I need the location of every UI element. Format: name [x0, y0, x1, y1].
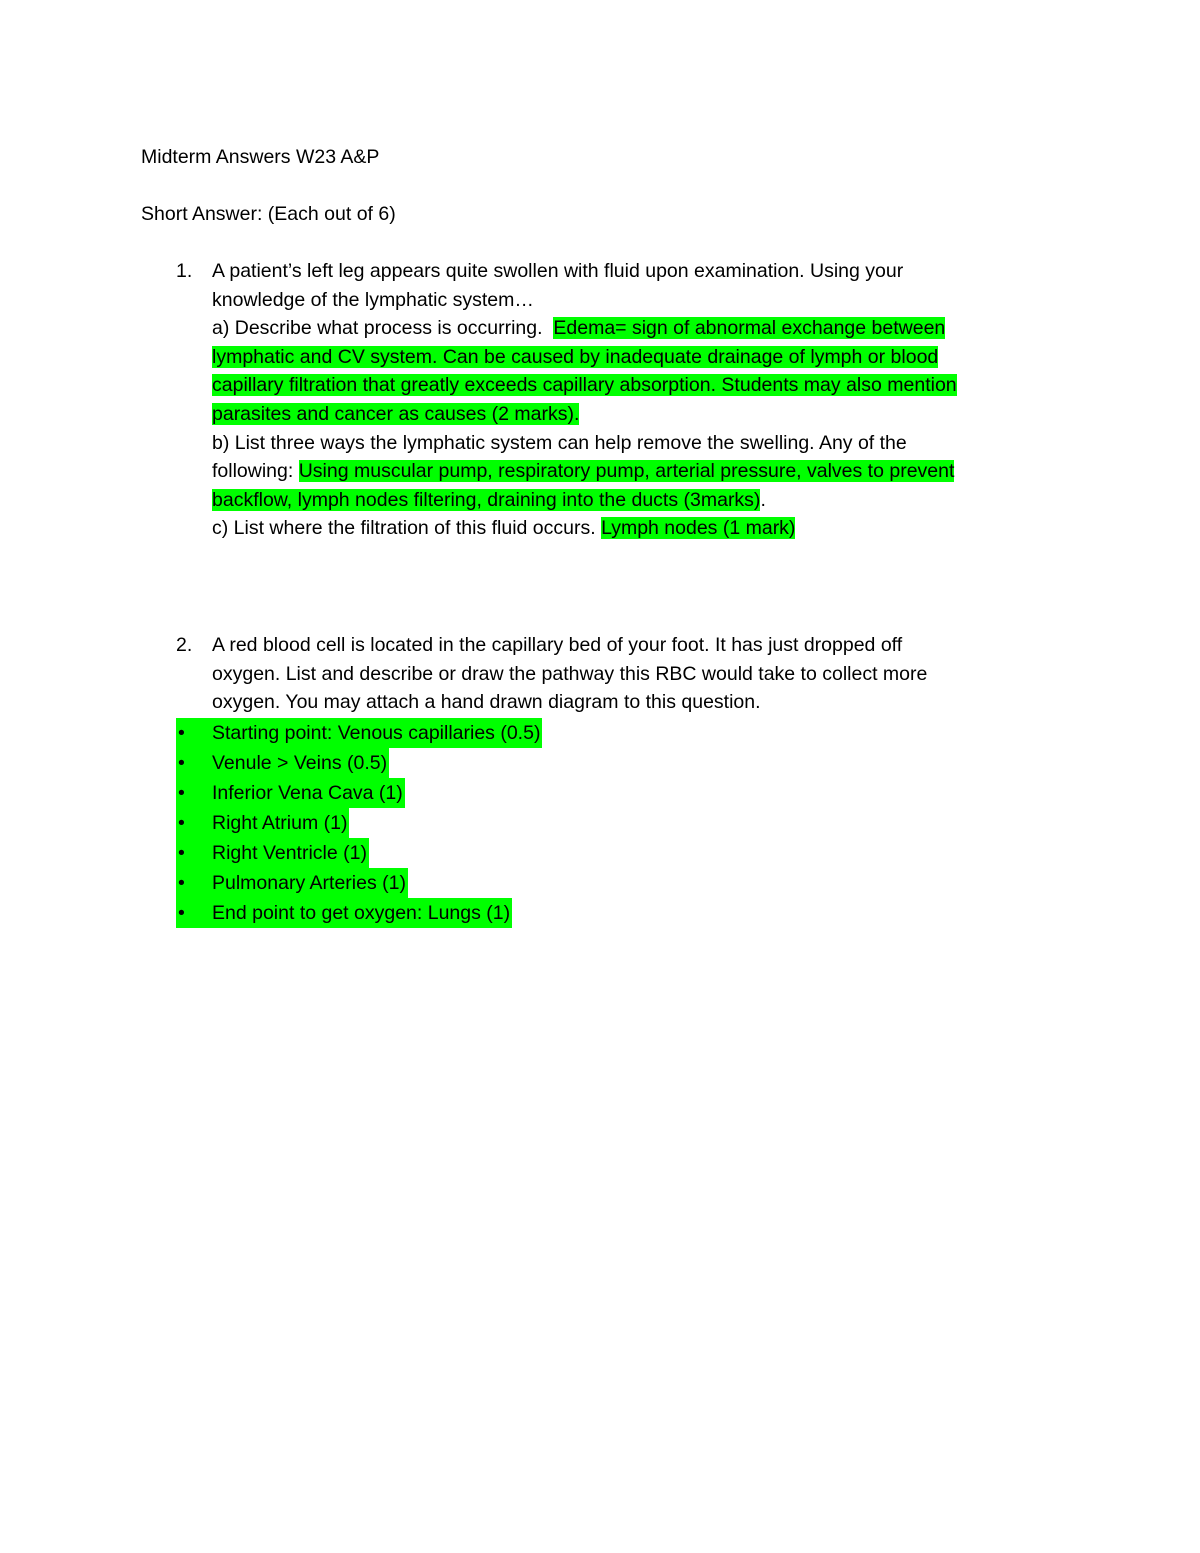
part-c-line — [212, 514, 1056, 543]
bullet-icon: • — [178, 812, 185, 834]
document-title: Midterm Answers W23 A&P — [141, 146, 380, 168]
question-2 — [176, 631, 1056, 717]
bullet-icon: • — [178, 842, 185, 864]
list-item — [176, 718, 542, 748]
part-b-prompt-cont: following: — [212, 460, 299, 483]
part-a-line — [212, 314, 1056, 343]
bullet-icon: • — [178, 872, 185, 894]
part-a-answer-line — [212, 343, 1056, 372]
part-b-answer: Using muscular pump, respiratory pump, arterial pressure, valves to prevent — [298, 460, 955, 483]
part-c-prompt: c) List where the filtration of this fluid occurs. — [212, 517, 602, 540]
part-a-answer-line — [212, 400, 1056, 429]
part-b-answer: backflow, lymph nodes filtering, draining into the ducts (3marks) — [212, 488, 761, 511]
bullet-icon: • — [178, 902, 185, 924]
bullet-icon: • — [178, 752, 185, 774]
answer-list — [176, 718, 542, 928]
question-1 — [176, 257, 1056, 543]
part-b-trailing: . — [760, 488, 766, 511]
part-b-answer-line — [212, 486, 1056, 515]
answer-text: Inferior Vena Cava (1) — [212, 782, 403, 804]
list-item — [176, 748, 542, 778]
question-body — [212, 257, 1056, 543]
part-a-prompt: a) Describe what process is occurring. — [212, 317, 554, 340]
bullet-icon: • — [178, 722, 185, 744]
answer-text: Right Atrium (1) — [212, 812, 348, 834]
part-a-answer: capillary filtration that greatly exceeds capillary absorption. Students may also mention — [212, 374, 957, 397]
question-text-line: A red blood cell is located in the capillary bed of your foot. It has just dropped off — [212, 634, 903, 656]
list-item — [176, 808, 542, 838]
list-item — [176, 838, 542, 868]
part-a-answer: Edema= sign of abnormal exchange between — [553, 317, 946, 340]
part-a-answer: parasites and cancer as causes (2 marks). — [212, 402, 580, 425]
question-text-line: oxygen. You may attach a hand drawn diagram to this question. — [212, 691, 761, 714]
list-item — [176, 868, 542, 898]
part-a-answer-line — [212, 371, 1056, 400]
part-a-answer: lymphatic and CV system. Can be caused by inadequate drainage of lymph or blood — [212, 345, 939, 368]
answer-text: Right Ventricle (1) — [212, 842, 367, 864]
bullet-icon: • — [178, 782, 185, 804]
answer-text: Pulmonary Arteries (1) — [212, 872, 406, 894]
question-text-line: A patient’s left leg appears quite swollen with fluid upon examination. Using your — [212, 260, 904, 282]
answer-text: End point to get oxygen: Lungs (1) — [212, 902, 511, 924]
question-text-line: oxygen. List and describe or draw the pathway this RBC would take to collect more — [212, 662, 928, 685]
question-text-line: knowledge of the lymphatic system… — [212, 288, 534, 311]
part-c-answer: Lymph nodes (1 mark) — [601, 517, 796, 540]
list-item — [176, 898, 542, 928]
question-number: 2. — [176, 634, 193, 656]
question-body — [212, 631, 1056, 717]
answer-text: Venule > Veins (0.5) — [212, 752, 388, 774]
section-heading: Short Answer: (Each out of 6) — [141, 203, 396, 225]
part-b-prompt: b) List three ways the lymphatic system can help remove the swelling. Any of the — [212, 431, 907, 454]
part-b-line — [212, 457, 1056, 486]
answer-text: Starting point: Venous capillaries (0.5) — [212, 722, 541, 744]
question-number: 1. — [176, 260, 193, 282]
list-item — [176, 778, 542, 808]
